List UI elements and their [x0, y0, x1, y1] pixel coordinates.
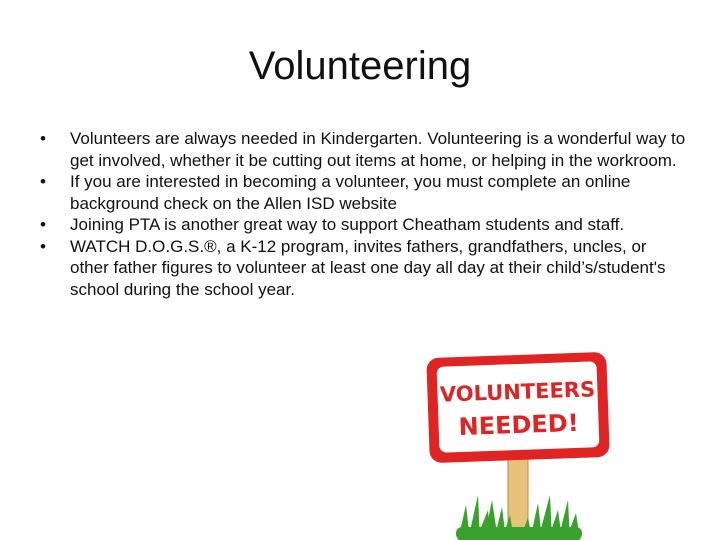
- bullet-item: [40, 171, 690, 214]
- bullet-item: [40, 236, 690, 301]
- bullet-dot: •: [40, 236, 46, 256]
- bullet-text: Joining PTA is another great way to support Cheatham students and staff.: [70, 215, 625, 234]
- bullet-dot: •: [40, 129, 46, 148]
- bullet-dot: •: [40, 215, 46, 234]
- bullet-item: [40, 128, 690, 171]
- bullet-text: If you are interested in becoming a volunteer, you must complete an online background check on the Allen ISD website: [70, 172, 631, 213]
- slide-title: Volunteering: [248, 44, 472, 88]
- bullet-list: [40, 128, 690, 300]
- sign-line2: NEEDED!: [458, 408, 580, 442]
- bullet-text: Volunteers are always needed in Kindergarten. Volunteering is a wonderful way to get involved, whether it be cutting out items at home, or helping in the workroom.: [70, 129, 686, 170]
- volunteers-needed-sign-image: [418, 345, 618, 540]
- bullet-dot: •: [40, 172, 46, 191]
- sign-line1: VOLUNTEERS: [439, 377, 596, 407]
- bullet-item: [40, 214, 690, 236]
- bullet-text: WATCH D.O.G.S.®, a K-12 program, invites fathers, grandfathers, uncles, or other father figures to volunteer at least one day all day at their child’s/student's school during the school year.: [70, 236, 666, 299]
